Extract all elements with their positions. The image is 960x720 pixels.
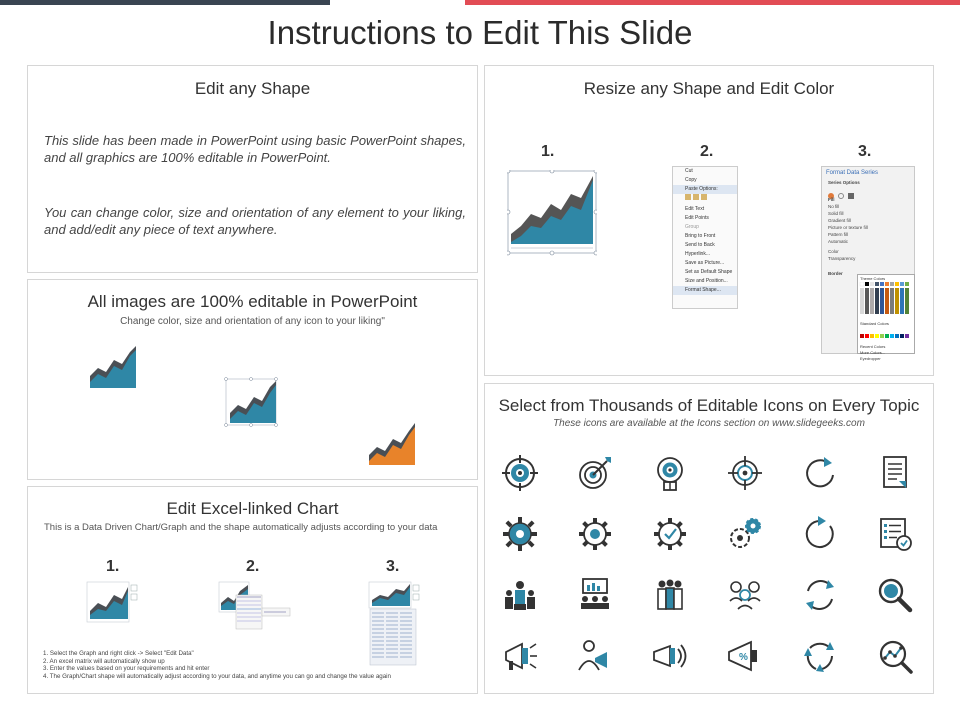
excel-step-2: 2. xyxy=(246,558,260,575)
context-menu-item[interactable]: Format Shape... xyxy=(673,286,737,295)
standard-color-swatches[interactable] xyxy=(858,333,914,339)
context-menu[interactable] xyxy=(672,166,738,309)
icons-panel xyxy=(484,383,934,694)
bullseye-trophy-icon[interactable] xyxy=(650,453,690,493)
excel-chart-step-1[interactable] xyxy=(86,581,140,625)
context-menu-item[interactable]: Cut xyxy=(685,168,693,174)
circular-arrow-icon[interactable] xyxy=(800,514,840,554)
format-pane-tool-icons xyxy=(822,186,914,196)
resize-step-1: 1. xyxy=(541,143,555,160)
support-team-icon[interactable] xyxy=(725,575,765,615)
fill-option[interactable]: Solid fill xyxy=(828,211,844,216)
eyedropper-option[interactable]: Eyedropper xyxy=(860,356,881,361)
resize-step-2: 2. xyxy=(700,143,714,160)
top-accent-bar-dark xyxy=(0,0,330,5)
color-picker-dropdown[interactable] xyxy=(857,274,915,361)
gears-icon[interactable] xyxy=(725,514,765,554)
fill-option[interactable]: No fill xyxy=(828,204,840,209)
recent-colors-label: Recent Colors xyxy=(860,344,886,349)
context-menu-item[interactable]: Edit Points xyxy=(685,215,709,221)
fill-option[interactable]: Picture or texture fill xyxy=(828,225,868,230)
more-colors-option[interactable]: More Colors... xyxy=(860,350,886,355)
color-label: Color xyxy=(828,249,839,254)
gear-check-icon[interactable] xyxy=(650,514,690,554)
target-icon[interactable] xyxy=(500,453,540,493)
excel-chart-description: This is a Data Driven Chart/Graph and the shape automatically adjusts according to your data xyxy=(44,522,438,533)
excel-instructions xyxy=(43,650,463,680)
excel-chart-panel xyxy=(27,486,478,694)
transparency-label: Transparency xyxy=(828,256,856,261)
dartboard-icon[interactable] xyxy=(575,453,615,493)
cycle-arrows-icon[interactable] xyxy=(800,575,840,615)
person-megaphone-icon[interactable] xyxy=(575,636,615,676)
checklist-check-icon[interactable] xyxy=(875,514,915,554)
slide-title: Instructions to Edit This Slide xyxy=(267,14,693,51)
promo-megaphone-icon[interactable] xyxy=(725,636,765,676)
icons-subheading: These icons are available at the Icons section on www.slidegeeks.com xyxy=(553,418,865,429)
fill-option[interactable]: Automatic xyxy=(828,239,849,244)
all-images-heading: All images are 100% editable in PowerPoint xyxy=(87,292,418,311)
context-menu-item[interactable]: Set as Default Shape xyxy=(685,269,733,275)
context-menu-item[interactable]: Paste Options: xyxy=(673,185,737,194)
excel-instruction-line: 3. Enter the values based on your requirements and hit enter xyxy=(43,665,210,672)
excel-instruction-line: 1. Select the Graph and right click -> Select "Edit Data" xyxy=(43,650,194,657)
theme-colors-label: Theme Colors xyxy=(860,276,886,281)
standard-colors-label: Standard Colors xyxy=(860,321,889,326)
gear-icon[interactable] xyxy=(500,514,540,554)
excel-instruction-line: 2. An excel matrix will automatically show up xyxy=(43,657,165,665)
context-menu-item[interactable]: Save as Picture... xyxy=(685,260,725,266)
resize-shape-panel xyxy=(484,65,934,376)
analytics-search-icon[interactable] xyxy=(875,636,915,676)
theme-color-swatches[interactable] xyxy=(858,282,914,316)
excel-chart-heading: Edit Excel-linked Chart xyxy=(166,499,339,518)
refresh-icon[interactable] xyxy=(800,453,840,493)
team-presentation-icon[interactable] xyxy=(500,575,540,615)
context-menu-item[interactable]: Group xyxy=(685,224,699,230)
svg-text:%: % xyxy=(739,652,748,663)
context-menu-item[interactable]: Hyperlink... xyxy=(685,251,711,257)
series-options-tab[interactable]: Series Options xyxy=(828,180,860,185)
edit-shape-panel xyxy=(27,65,478,273)
excel-instruction-line: 4. The Graph/Chart shape will automatically adjust according to your data, and anytime you can go and change the value again xyxy=(43,672,391,680)
top-accent-bar-red xyxy=(465,0,960,5)
resize-step-3: 3. xyxy=(858,143,872,160)
teal-area-graphic[interactable] xyxy=(90,344,138,390)
paste-options-row[interactable] xyxy=(673,194,737,205)
excel-step-1: 1. xyxy=(106,558,120,575)
all-images-panel xyxy=(27,279,478,480)
megaphone-icon[interactable] xyxy=(500,636,540,676)
crosshair-icon[interactable] xyxy=(725,453,765,493)
all-images-subheading: Change color, size and orientation of any icon to your liking" xyxy=(120,316,385,327)
selected-area-chart[interactable] xyxy=(507,170,597,256)
fill-option[interactable]: Pattern fill xyxy=(828,232,849,237)
context-menu-item[interactable]: Bring to Front xyxy=(685,233,716,239)
context-menu-item[interactable]: Copy xyxy=(685,177,697,183)
format-pane-title: Format Data Series xyxy=(826,170,879,176)
fill-option[interactable]: Gradient fill xyxy=(828,218,851,223)
fill-section[interactable]: Fill xyxy=(828,197,835,202)
edit-shape-heading: Edit any Shape xyxy=(194,79,311,98)
edit-shape-paragraph-2: You can change color, size and orientation of any element to your liking, and add/edit any piece of text anywhere. xyxy=(44,205,466,237)
excel-chart-step-2[interactable] xyxy=(218,581,294,631)
checklist-doc-icon[interactable] xyxy=(875,453,915,493)
magnifier-icon[interactable] xyxy=(875,575,915,615)
selected-teal-area-graphic[interactable] xyxy=(224,377,280,429)
resize-shape-heading: Resize any Shape and Edit Color xyxy=(583,79,835,98)
edit-shape-paragraph-1: This slide has been made in PowerPoint using basic PowerPoint shapes, and all graphics are 100% editable in PowerPoint. xyxy=(44,133,466,165)
excel-step-3: 3. xyxy=(386,558,400,575)
gear-outline-icon[interactable] xyxy=(575,514,615,554)
context-menu-item[interactable]: Send to Back xyxy=(685,242,715,248)
loudspeaker-icon[interactable] xyxy=(650,636,690,676)
team-group-icon[interactable] xyxy=(650,575,690,615)
context-menu-item[interactable]: Edit Text xyxy=(685,206,705,212)
board-meeting-icon[interactable] xyxy=(575,575,615,615)
orange-area-graphic[interactable] xyxy=(369,421,417,467)
context-menu-item[interactable]: Size and Position... xyxy=(685,278,728,284)
recycle-arrows-icon[interactable] xyxy=(800,636,840,676)
border-section[interactable]: Border xyxy=(828,271,843,276)
icons-heading: Select from Thousands of Editable Icons on Every Topic xyxy=(498,396,920,415)
